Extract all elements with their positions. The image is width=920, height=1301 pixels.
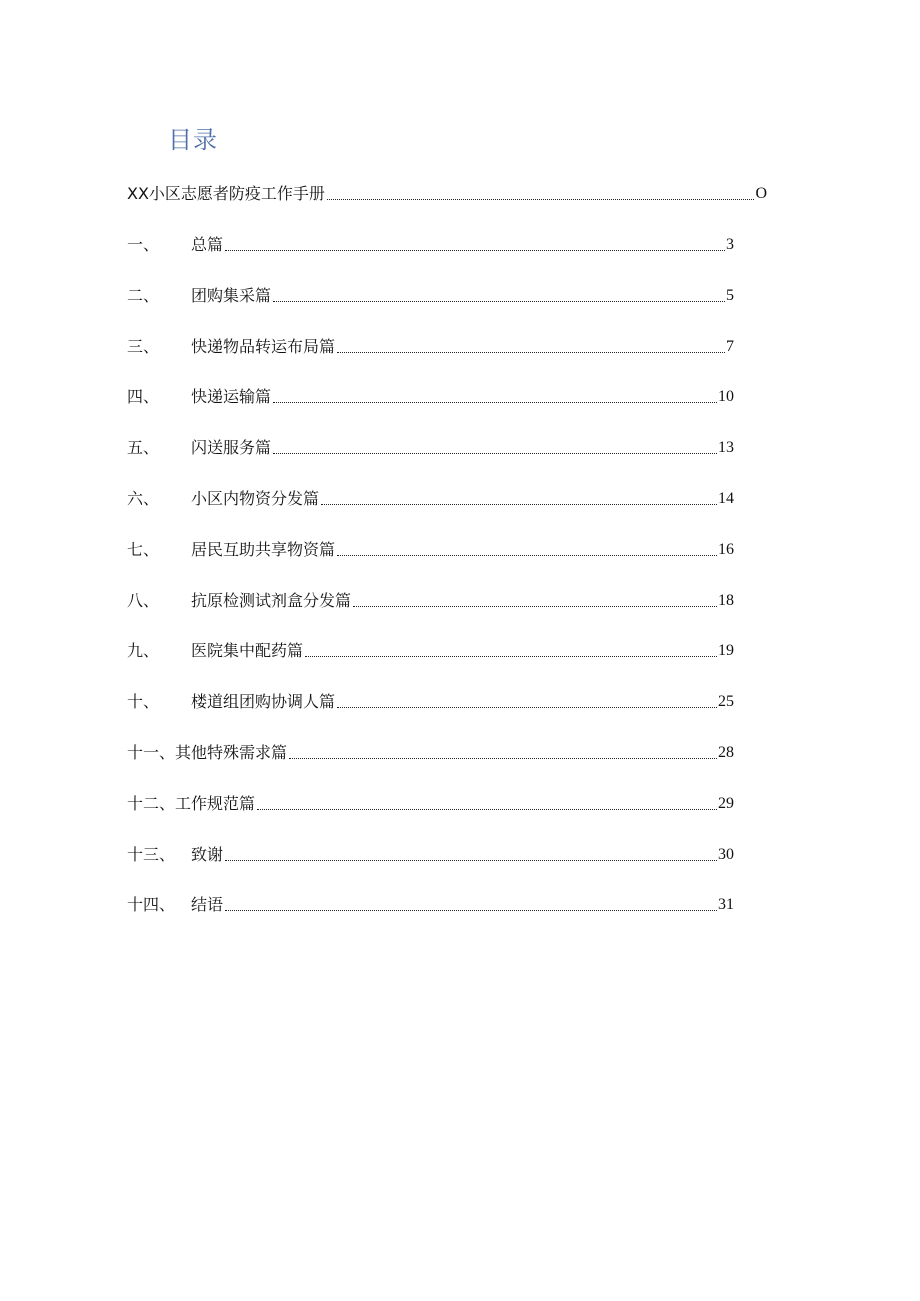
toc-entry[interactable]	[127, 688, 734, 712]
toc-entry-number: 二、	[127, 286, 160, 305]
toc-entry[interactable]	[127, 536, 734, 560]
toc-entry-page: 10	[718, 388, 734, 405]
toc-entry-page: 16	[718, 541, 734, 558]
toc-main-entry[interactable]	[127, 180, 767, 204]
toc-entry[interactable]	[127, 587, 734, 611]
toc-leader-dots	[289, 757, 717, 759]
toc-leader-dots	[353, 605, 717, 607]
toc-entry-label: 居民互助共享物资篇	[191, 540, 336, 559]
toc-entry-label: 闪送服务篇	[191, 438, 272, 457]
toc-entry[interactable]	[127, 841, 734, 865]
toc-leader-dots	[305, 655, 717, 657]
toc-entry-number: 六、	[127, 489, 160, 508]
toc-entry-label: 医院集中配药篇	[191, 641, 304, 660]
toc-entry-label: 致谢	[191, 845, 224, 864]
toc-entry[interactable]	[127, 485, 734, 509]
toc-leader-dots	[321, 503, 717, 505]
toc-entry-page: 28	[718, 744, 734, 761]
toc-entry-number: 一、	[127, 235, 160, 254]
toc-entry-page: 13	[718, 439, 734, 456]
toc-entry-label: 快递运输篇	[191, 387, 272, 406]
toc-entry-number: 五、	[127, 438, 160, 457]
toc-entry-page: 18	[718, 592, 734, 609]
toc-entry[interactable]	[127, 891, 734, 915]
toc-entry-page: 5	[726, 287, 734, 304]
toc-entry[interactable]	[127, 739, 734, 763]
toc-leader-dots	[273, 300, 725, 302]
toc-entry-page: 3	[726, 236, 734, 253]
toc-leader-dots	[273, 452, 717, 454]
toc-entry-label: XX小区志愿者防疫工作手册	[127, 184, 325, 203]
toc-entry-page: 19	[718, 642, 734, 659]
toc-entry-label: 总篇	[191, 235, 224, 254]
toc-entry-page: 29	[718, 795, 734, 812]
toc-entry-number: 十三、	[127, 845, 176, 864]
toc-leader-dots	[225, 909, 717, 911]
toc-entry[interactable]	[127, 790, 734, 814]
toc-title: 目录	[168, 126, 218, 154]
toc-entry-label: 其他特殊需求篇	[175, 743, 288, 762]
toc-entry[interactable]	[127, 434, 734, 458]
toc-leader-dots	[257, 808, 717, 810]
toc-entry-number: 十、	[127, 692, 160, 711]
toc-entry-number: 九、	[127, 641, 160, 660]
toc-entry-number: 十四、	[127, 895, 176, 914]
toc-entry[interactable]	[127, 282, 734, 306]
toc-leader-dots	[225, 249, 725, 251]
toc-entry-number: 八、	[127, 591, 160, 610]
toc-entry-number: 七、	[127, 540, 160, 559]
toc-leader-dots	[337, 554, 717, 556]
toc-entry-label: 团购集采篇	[191, 286, 272, 305]
toc-entry-page: 14	[718, 490, 734, 507]
toc-leader-dots	[337, 706, 717, 708]
toc-entry-page: O	[755, 185, 767, 202]
toc-entry-label: 楼道组团购协调人篇	[191, 692, 336, 711]
toc-leader-dots	[337, 351, 725, 353]
toc-entry[interactable]	[127, 231, 734, 255]
toc-entry-number: 十二、	[127, 794, 176, 813]
toc-leader-dots	[225, 859, 717, 861]
toc-entry-label: 小区内物资分发篇	[191, 489, 320, 508]
toc-entry-number: 三、	[127, 337, 160, 356]
toc-entry-number: 十一、	[127, 743, 176, 762]
toc-entry[interactable]	[127, 637, 734, 661]
toc-entry[interactable]	[127, 383, 734, 407]
toc-leader-dots	[273, 401, 717, 403]
toc-entry[interactable]	[127, 333, 734, 357]
toc-entry-page: 31	[718, 896, 734, 913]
toc-entry-page: 25	[718, 693, 734, 710]
toc-entry-page: 7	[726, 338, 734, 355]
toc-leader-dots	[327, 198, 755, 200]
toc-entry-label: 快递物品转运布局篇	[191, 337, 336, 356]
toc-entry-label: 抗原检测试剂盒分发篇	[191, 591, 352, 610]
toc-entry-page: 30	[718, 846, 734, 863]
toc-entry-label: 工作规范篇	[175, 794, 256, 813]
toc-entry-label: 结语	[191, 895, 224, 914]
toc-entry-number: 四、	[127, 387, 160, 406]
